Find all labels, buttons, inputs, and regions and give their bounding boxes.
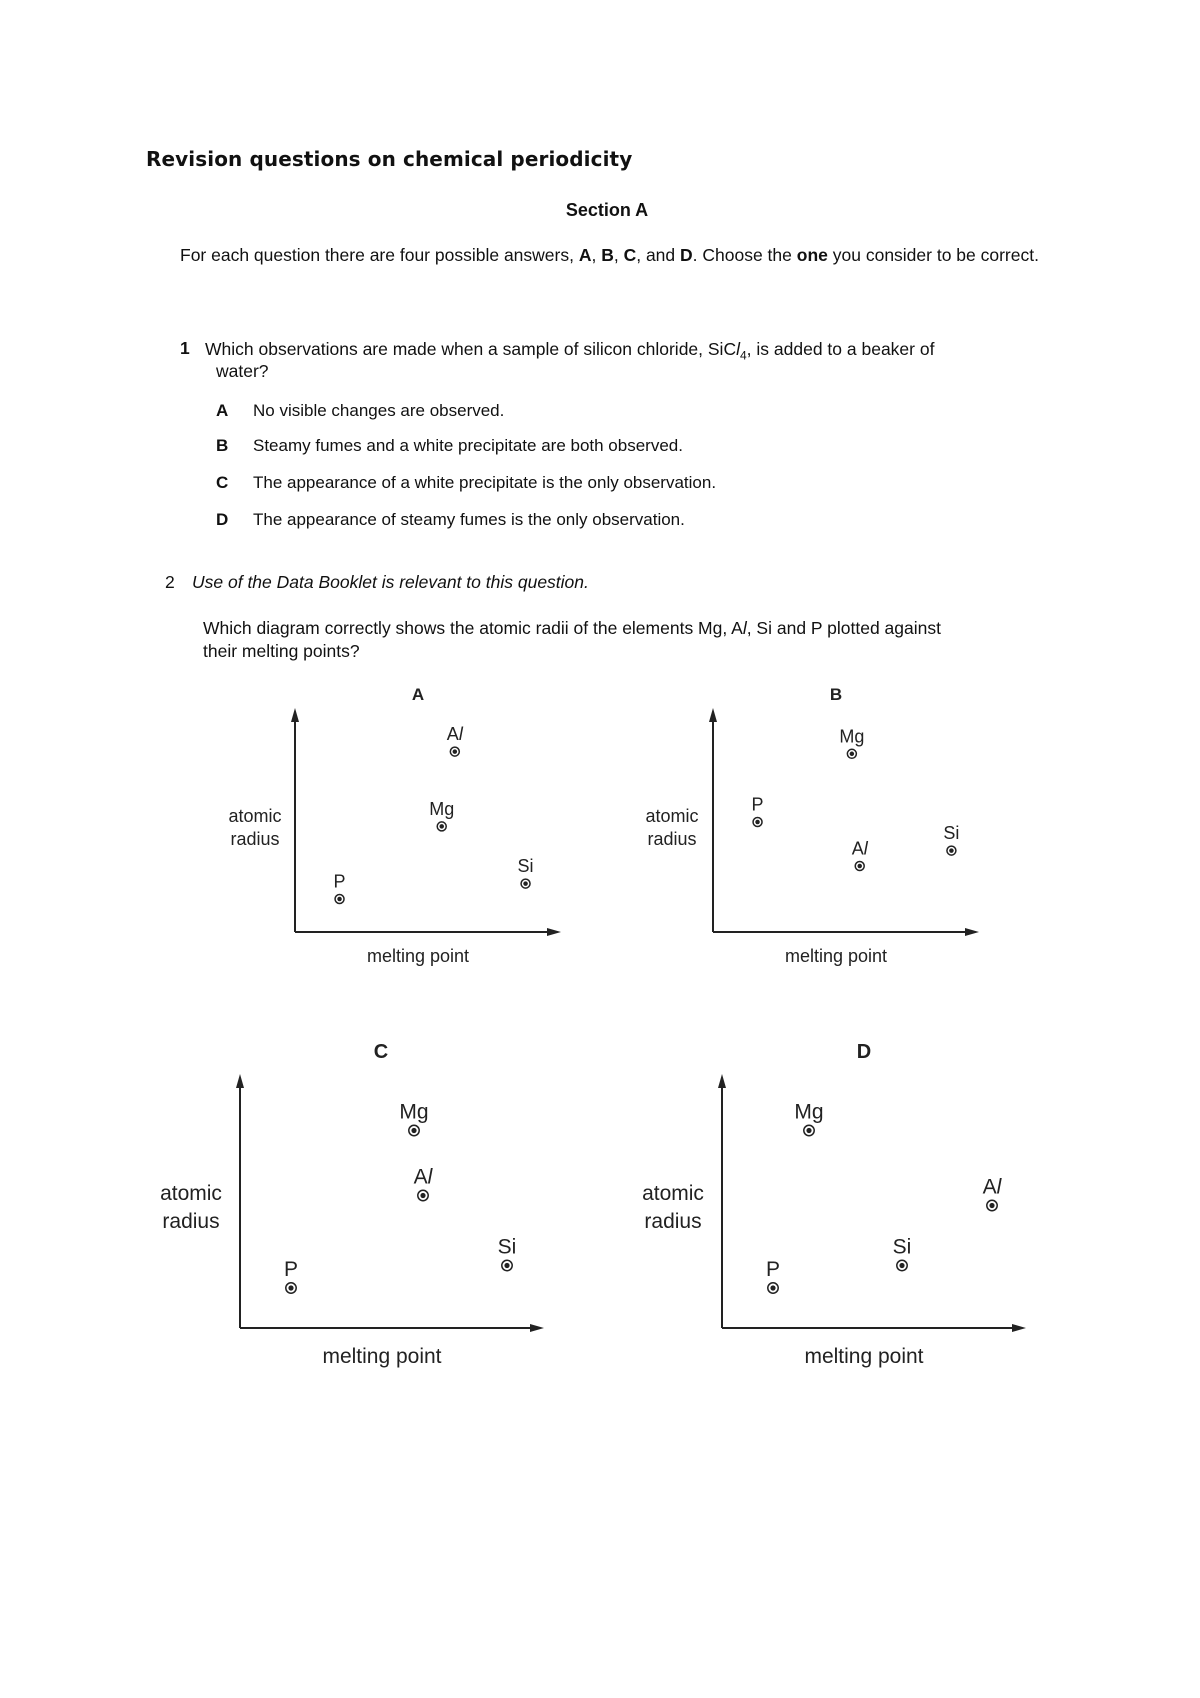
- x-axis-arrow: [530, 1324, 544, 1332]
- point-label: Mg: [839, 726, 865, 747]
- point-label: P: [333, 871, 346, 892]
- diagram-d: [642, 1041, 1026, 1368]
- x-axis-arrow: [1012, 1324, 1026, 1332]
- instructions-bold: B: [601, 245, 614, 265]
- question-2-note: Use of the Data Booklet is relevant to this question.: [192, 572, 589, 592]
- x-axis-arrow: [547, 928, 561, 936]
- data-point-core: [337, 897, 342, 902]
- data-point-core: [806, 1128, 811, 1133]
- y-axis-arrow: [291, 708, 299, 722]
- y-axis-label: atomic: [642, 1182, 704, 1205]
- data-point-core: [850, 752, 855, 757]
- option-text: The appearance of a white precipitate is the only observation.: [253, 473, 717, 492]
- instructions-bold: C: [623, 245, 637, 265]
- point-label: Mg: [429, 798, 455, 819]
- point-label: Al: [982, 1175, 1002, 1199]
- section-heading: Section A: [565, 200, 649, 220]
- instructions-bold: D: [680, 245, 693, 265]
- question-1-text-part: , is added to a beaker of: [746, 339, 935, 359]
- point-label: Si: [892, 1235, 912, 1259]
- formula-subscript: 4: [739, 348, 747, 363]
- data-point-core: [899, 1263, 904, 1268]
- question-2-text-part: their melting points?: [203, 641, 360, 661]
- option-text: The appearance of steamy fumes is the only observation.: [253, 510, 685, 529]
- diagram-a: [228, 685, 561, 966]
- formula-italic-l: l: [742, 618, 747, 638]
- y-axis-arrow: [236, 1074, 244, 1088]
- y-axis-label: atomic: [160, 1182, 222, 1205]
- question-2-text-part: , Si and P plotted against: [746, 618, 941, 638]
- diagram-label: B: [829, 685, 843, 704]
- point-label: Si: [497, 1235, 517, 1259]
- y-axis-arrow: [709, 708, 717, 722]
- point-label: P: [751, 794, 764, 815]
- diagram-label: C: [373, 1041, 389, 1063]
- data-point-core: [288, 1285, 293, 1290]
- question-1-number: 1: [180, 338, 190, 358]
- option-text: No visible changes are observed.: [253, 401, 505, 420]
- y-axis-label: radius: [162, 1210, 220, 1233]
- x-axis-label: melting point: [804, 1345, 924, 1368]
- data-point-core: [949, 848, 954, 853]
- instructions-bold: A: [578, 245, 592, 265]
- instructions-text: ,: [591, 245, 602, 265]
- question-2-text-part: Which diagram correctly shows the atomic radii of the elements Mg, A: [203, 618, 743, 638]
- data-point-core: [420, 1193, 425, 1198]
- point-label: Mg: [794, 1100, 824, 1124]
- data-point-core: [989, 1203, 994, 1208]
- document-title: Revision questions on chemical periodicity: [146, 147, 633, 171]
- option-letter: A: [216, 401, 229, 420]
- formula-italic-l: l: [736, 339, 740, 359]
- point-label: Mg: [399, 1100, 429, 1124]
- point-label: P: [283, 1257, 299, 1281]
- data-point-core: [523, 881, 528, 886]
- point-label: Al: [851, 838, 868, 859]
- option-letter: D: [216, 510, 229, 529]
- point-label: Al: [446, 724, 463, 745]
- option-text: Steamy fumes and a white precipitate are both observed.: [253, 436, 683, 455]
- data-point-core: [770, 1285, 775, 1290]
- data-point-core: [755, 820, 760, 825]
- point-label: Si: [943, 823, 960, 844]
- data-point-core: [411, 1128, 416, 1133]
- question-2-number: 2: [165, 572, 175, 592]
- x-axis-label: melting point: [322, 1345, 442, 1368]
- x-axis-arrow: [965, 928, 979, 936]
- point-label: Si: [517, 856, 534, 877]
- instructions-text: For each question there are four possible answers,: [180, 245, 579, 265]
- diagram-b: [645, 685, 979, 966]
- instructions-text: , and: [636, 245, 681, 265]
- diagram-label: A: [411, 685, 425, 704]
- data-point-core: [504, 1263, 509, 1268]
- x-axis-label: melting point: [366, 946, 470, 966]
- y-axis-arrow: [718, 1074, 726, 1088]
- data-point-core: [453, 749, 458, 754]
- instructions-text: ,: [613, 245, 624, 265]
- instructions-text: you consider to be correct.: [827, 245, 1039, 265]
- question-1-text-part: Which observations are made when a sample of silicon chloride, SiC: [205, 339, 737, 359]
- y-axis-label: atomic: [645, 806, 699, 826]
- diagram-c: [160, 1041, 544, 1368]
- question-1-text-line2: water?: [216, 361, 269, 381]
- x-axis-label: melting point: [784, 946, 888, 966]
- option-letter: C: [216, 473, 229, 492]
- y-axis-label: radius: [230, 829, 280, 849]
- y-axis-label: radius: [647, 829, 697, 849]
- y-axis-label: radius: [644, 1210, 702, 1233]
- point-label: P: [765, 1257, 781, 1281]
- instructions-bold: one: [796, 245, 828, 265]
- option-letter: B: [216, 436, 229, 455]
- instructions-text: . Choose the: [692, 245, 797, 265]
- y-axis-label: atomic: [228, 806, 282, 826]
- point-label: Al: [413, 1165, 433, 1189]
- data-point-core: [439, 824, 444, 829]
- data-point-core: [857, 864, 862, 869]
- diagram-label: D: [856, 1041, 872, 1063]
